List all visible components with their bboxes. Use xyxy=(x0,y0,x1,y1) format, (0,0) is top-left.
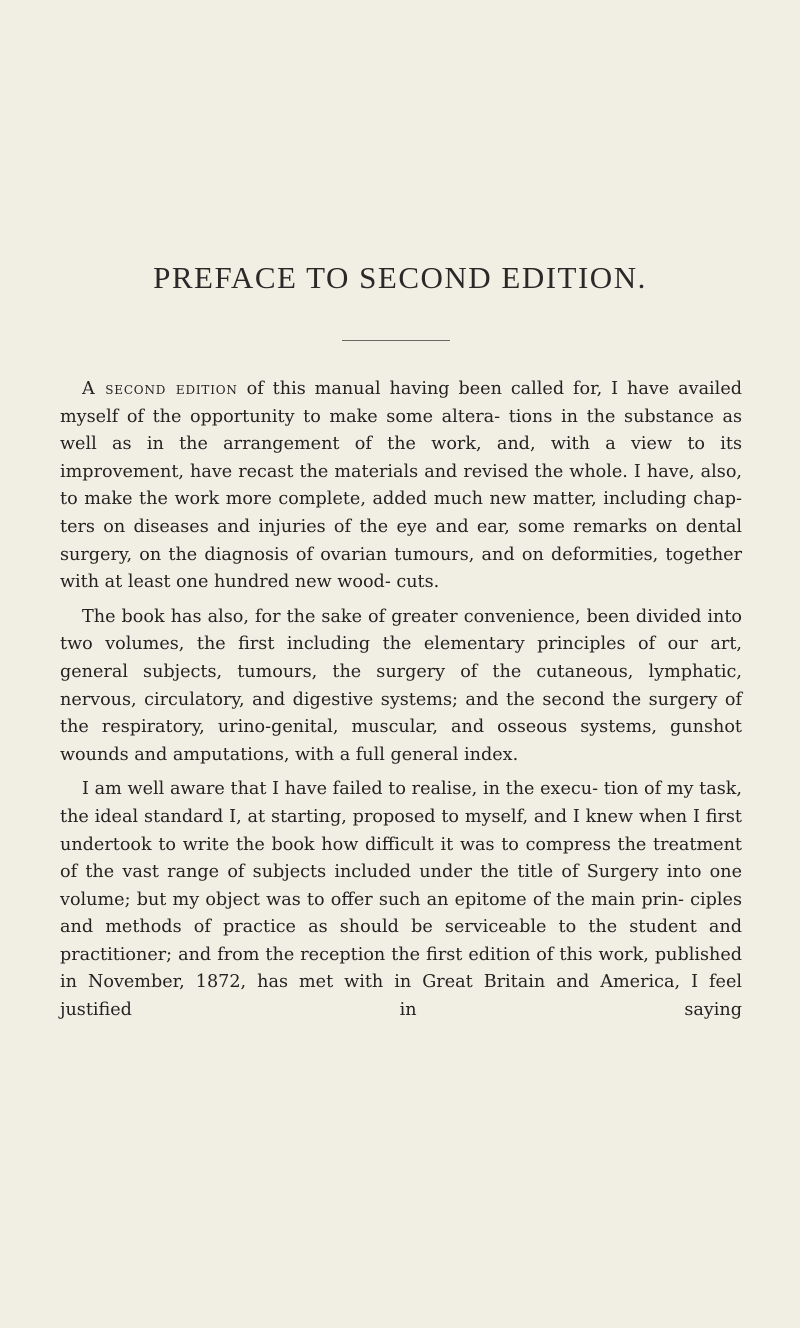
preface-body xyxy=(60,376,742,1025)
page-title: PREFACE TO SECOND EDITION. xyxy=(153,260,647,295)
paragraph-1-lead: A second edition xyxy=(82,379,238,399)
paragraph-3-text: I am well aware that I have failed to realise, in the execu- tion of my task, the ideal standard I, at starting, proposed to myself, and I knew when I first undertook to write the book how difficult it was to compress the treatment of the vast range of subjects included under the title of Surgery into one volume; but my object was to offer such an epitome of the main prin- ciples and methods of practice as should be serviceable to the student and practitioner; and from the reception the first edition of this work, published in November, 1872, has met with in Great Britain and America, I feel justified in saying xyxy=(60,779,742,1021)
paragraph-2 xyxy=(60,604,742,770)
paragraph-3 xyxy=(60,776,742,1024)
paragraph-1-text: of this manual having been called for, I have availed myself of the opportunity to make some altera- tions in the substance as well as in the arrangement of the work, and, with a view to its improvement, have recast the materials and revised the whole. I have, also, to make the work more complete, added much new matter, including chap- ters on diseases and injuries of the eye and ear, some remarks on dental surgery, on the diagnosis of ovarian tumours, and on deformities, together with at least one hundred new wood- cuts. xyxy=(60,379,742,593)
paragraph-1 xyxy=(60,376,742,597)
title-divider xyxy=(342,340,450,341)
paragraph-2-text: The book has also, for the sake of greater convenience, been divided into two volumes, the first including the elementary principles of our art, general subjects, tumours, the surgery of the cutaneous, lymphatic, nervous, circulatory, and digestive systems; and the second the surgery of the respiratory, urino-genital, muscular, and osseous systems, gunshot wounds and amputations, with a full general index. xyxy=(60,606,742,765)
